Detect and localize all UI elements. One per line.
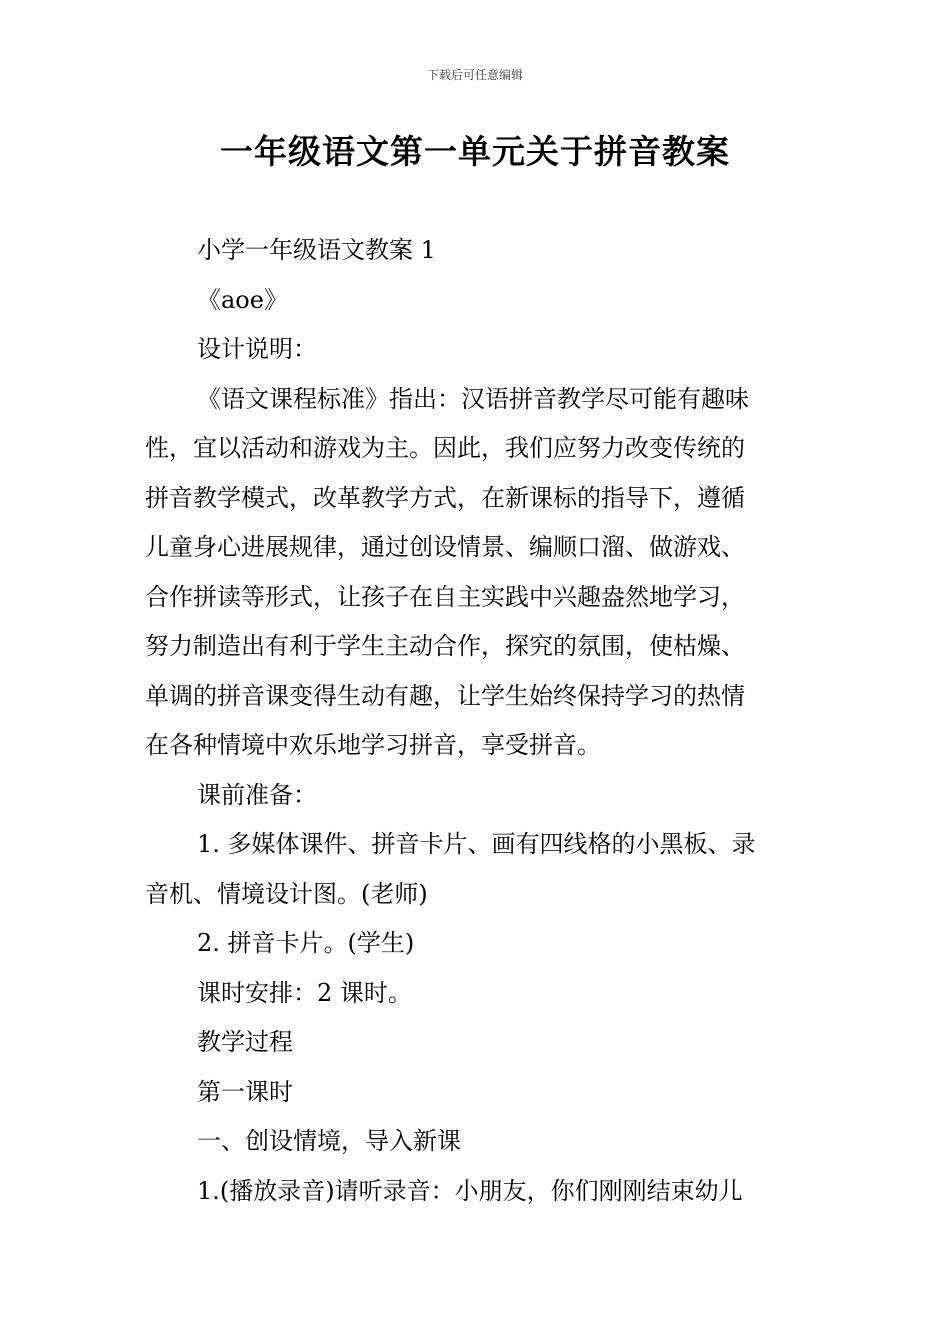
paragraph-line: 2. 拼音卡片。(学生) [197, 929, 415, 957]
paragraph-line: 儿童身心进展规律，通过创设情景、编顺口溜、做游戏、 [145, 533, 745, 561]
paragraph-line: 教学过程 [197, 1028, 293, 1056]
paragraph-line: 设计说明： [197, 335, 317, 363]
paragraph-line: 1. 多媒体课件、拼音卡片、画有四线格的小黑板、录 [197, 830, 756, 858]
paragraph-line: 单调的拼音课变得生动有趣，让学生始终保持学习的热情 [145, 681, 745, 710]
paragraph-line: 拼音教学模式，改革教学方式，在新课标的指导下，遵循 [145, 483, 745, 512]
paragraph-line: 合作拼读等形式，让孩子在自主实践中兴趣盎然地学习， [145, 582, 745, 611]
document-title: 一年级语文第一单元关于拼音教案 [220, 132, 730, 171]
paragraph-line: 《aoe》 [197, 285, 288, 314]
paragraph-line: 《语文课程标准》指出：汉语拼音教学尽可能有趣味 [197, 384, 749, 413]
header-note: 下载后可任意编辑 [426, 68, 523, 82]
paragraph-line: 努力制造出有利于学生主动合作，探究的氛围，使枯燥、 [145, 632, 745, 660]
paragraph-line: 一、创设情境，导入新课 [197, 1127, 461, 1155]
paragraph-line: 课时安排：2 课时。 [197, 978, 412, 1007]
paragraph-line: 小学一年级语文教案 1 [197, 236, 436, 264]
paragraph-line: 1.(播放录音)请听录音：小朋友，你们刚刚结束幼儿 [197, 1176, 743, 1205]
paragraph-line: 在各种情境中欢乐地学习拼音，享受拼音。 [145, 731, 601, 759]
document-body [145, 226, 810, 1216]
paragraph-line: 第一课时 [197, 1077, 293, 1106]
paragraph-line: 音机、情境设计图。(老师) [145, 879, 428, 908]
paragraph-line: 性，宜以活动和游戏为主。因此，我们应努力改变传统的 [145, 434, 745, 462]
paragraph-line: 课前准备： [197, 780, 317, 809]
